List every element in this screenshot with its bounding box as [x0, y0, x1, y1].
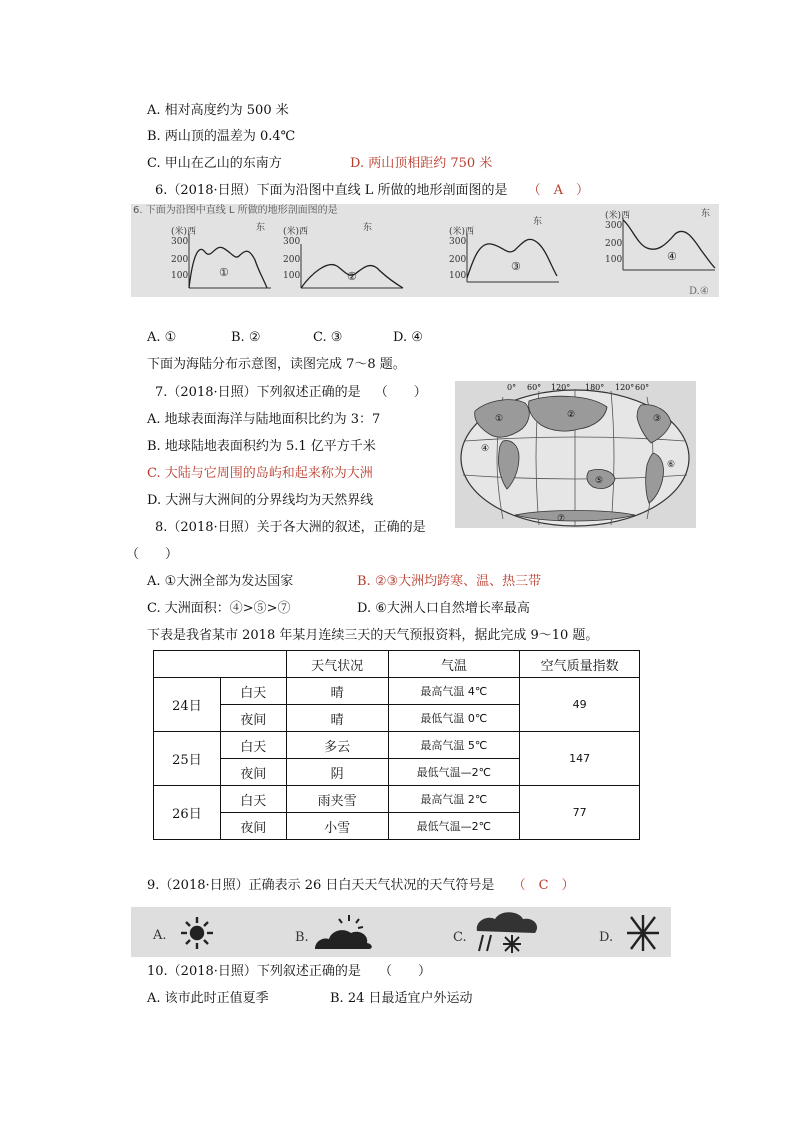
panel2-tick-200: 200 — [283, 255, 301, 265]
temp-cell: 最高气温 4℃ — [388, 678, 520, 705]
panel1-tick-200: 200 — [171, 255, 189, 265]
symbol-c — [453, 912, 537, 953]
profile-figure-svg — [131, 204, 719, 297]
header-aqi: 空气质量指数 — [520, 651, 640, 678]
symbol-d-label: D. — [599, 930, 614, 945]
weather-symbols-figure — [131, 907, 671, 957]
panel3-tick-200: 200 — [449, 255, 467, 265]
aqi-cell: 147 — [520, 732, 640, 786]
map-lon-60: 60° — [527, 383, 542, 392]
header-temperature: 气温 — [388, 651, 520, 678]
temp-cell: 最低气温—2℃ — [388, 759, 520, 786]
symbol-d — [599, 915, 659, 951]
panel4-tick-300: 300 — [605, 221, 623, 231]
temp-cell: 最高气温 5℃ — [388, 732, 520, 759]
figure-header-text: 6. 下面为沿图中直线 L 所做的地形剖面图的是 — [133, 205, 338, 216]
map-label-7: ⑦ — [557, 514, 566, 524]
q6-answer: （ A ） — [527, 183, 590, 198]
q6-stem — [155, 182, 589, 200]
q10-option-b: B. 24 日最适宜户外运动 — [330, 991, 473, 1006]
q7-stem-text: 7.（2018·日照）下列叙述正确的是 — [155, 385, 361, 400]
q5-option-c: C. 甲山在乙山的东南方 — [147, 156, 282, 171]
profile-panel-1 — [171, 221, 271, 288]
q5-option-d: D. 两山顶相距约 750 米 — [350, 156, 493, 171]
symbol-a-label: A. — [153, 928, 167, 943]
panel1-east: 东 — [256, 223, 266, 233]
profile-panel-2 — [283, 221, 403, 288]
q6-option-b: B. ② — [231, 330, 261, 345]
q10-paren: （ ） — [379, 964, 432, 979]
aqi-cell: 77 — [520, 786, 640, 840]
header-empty-cell — [154, 651, 287, 678]
panel3-tick-300: 300 — [449, 237, 467, 247]
panel1-tick-300: 300 — [171, 237, 189, 247]
panel1-tick-100: 100 — [171, 271, 189, 281]
intro-9-10: 下表是我省某市 2018 年某月连续三天的天气预报资料，据此完成 9～10 题。 — [147, 628, 599, 643]
world-map-svg — [455, 381, 696, 528]
map-lon-60w: 60° — [635, 383, 650, 392]
map-lon-180: 180° — [585, 383, 605, 392]
temp-cell: 最低气温—2℃ — [388, 813, 520, 840]
period-cell: 夜间 — [220, 759, 286, 786]
map-label-2: ② — [567, 410, 576, 420]
q6-option-c: C. ③ — [313, 330, 343, 345]
q6-profile-figure — [131, 204, 719, 297]
q7-option-a: A. 地球表面海洋与陆地面积比约为 3：7 — [147, 412, 381, 427]
panel2-tick-300: 300 — [283, 237, 301, 247]
panel4-east: 东 — [701, 209, 711, 219]
date-cell: 24日 — [154, 678, 221, 732]
q9-stem — [147, 877, 575, 895]
q8-stem: 8.（2018·日照）关于各大洲的叙述，正确的是 — [155, 520, 426, 535]
map-lon-120w: 120° — [615, 383, 635, 392]
weather-cell: 阴 — [286, 759, 388, 786]
map-lon-0: 0° — [507, 383, 517, 392]
world-map-figure — [455, 381, 696, 528]
q5-option-a: A. 相对高度约为 500 米 — [147, 103, 289, 118]
panel3-east: 东 — [533, 217, 543, 227]
q6-option-d: D. ④ — [393, 330, 423, 345]
q7-option-d: D. 大洲与大洲间的分界线均为天然界线 — [147, 493, 374, 508]
intro-7-8: 下面为海陆分布示意图，读图完成 7～8 题。 — [147, 357, 406, 372]
period-cell: 夜间 — [220, 813, 286, 840]
table-row — [154, 786, 640, 813]
panel4-tick-200: 200 — [605, 239, 623, 249]
q10-stem — [147, 963, 431, 981]
symbol-b-label: B. — [295, 930, 309, 945]
panel1-west: (米)西 — [171, 227, 197, 237]
panel3-label: ③ — [511, 260, 521, 273]
weather-forecast-table — [153, 650, 640, 840]
map-label-6: ⑥ — [667, 460, 676, 470]
panel4-west: (米)西 — [605, 211, 631, 221]
q7-option-c: C. 大陆与它周围的岛屿和起来称为大洲 — [147, 466, 373, 481]
q8-option-a: A. ①大洲全部为发达国家 — [147, 574, 294, 589]
symbol-c-label: C. — [453, 930, 467, 945]
panel4-tick-100: 100 — [605, 255, 623, 265]
table-header-row — [154, 651, 640, 678]
q9-stem-text: 9.（2018·日照）正确表示 26 日白天天气状况的天气符号是 — [147, 878, 495, 893]
date-cell: 25日 — [154, 732, 221, 786]
period-cell: 白天 — [220, 732, 286, 759]
aqi-cell: 49 — [520, 678, 640, 732]
map-label-5: ⑤ — [595, 476, 604, 486]
period-cell: 白天 — [220, 678, 286, 705]
period-cell: 夜间 — [220, 705, 286, 732]
partly-cloudy-icon — [315, 915, 372, 949]
q6-stem-text: 6.（2018·日照）下面为沿图中直线 L 所做的地形剖面图的是 — [155, 183, 508, 198]
map-label-1: ① — [495, 414, 504, 424]
table-row — [154, 678, 640, 705]
weather-cell: 多云 — [286, 732, 388, 759]
sunny-icon — [181, 917, 213, 949]
date-cell: 26日 — [154, 786, 221, 840]
weather-cell: 晴 — [286, 678, 388, 705]
panel3-tick-100: 100 — [449, 271, 467, 281]
table-row — [154, 732, 640, 759]
panel4-label: ④ — [667, 250, 677, 263]
q7-paren: （ ） — [374, 385, 427, 400]
profile-panel-3 — [449, 215, 559, 282]
panel1-label: ① — [219, 266, 229, 279]
period-cell: 白天 — [220, 786, 286, 813]
q8-option-b: B. ②③大洲均跨寒、温、热三带 — [357, 574, 542, 589]
panel2-east: 东 — [363, 223, 373, 233]
map-label-4: ④ — [481, 444, 490, 454]
map-label-3: ③ — [653, 414, 662, 424]
q10-stem-text: 10.（2018·日照）下列叙述正确的是 — [147, 964, 361, 979]
weather-cell: 晴 — [286, 705, 388, 732]
figure-corner-text: D.④ — [689, 286, 709, 297]
map-lon-120: 120° — [551, 383, 571, 392]
weather-symbols-svg — [131, 907, 671, 957]
panel3-west: (米)西 — [449, 227, 475, 237]
temp-cell: 最低气温 0℃ — [388, 705, 520, 732]
panel2-tick-100: 100 — [283, 271, 301, 281]
symbol-b — [295, 915, 372, 949]
panel2-west: (米)西 — [283, 227, 309, 237]
header-weather: 天气状况 — [286, 651, 388, 678]
q8-paren: （ ） — [126, 547, 179, 562]
symbol-a — [152, 917, 213, 949]
q8-option-c: C. 大洲面积：④>⑤>⑦ — [147, 601, 291, 616]
q7-stem — [155, 384, 427, 402]
profile-panel-4 — [605, 207, 715, 270]
q8-option-d: D. ⑥大洲人口自然增长率最高 — [357, 601, 530, 616]
temp-cell: 最高气温 2℃ — [388, 786, 520, 813]
q10-option-a: A. 该市此时正值夏季 — [147, 991, 269, 1006]
q6-option-a: A. ① — [147, 330, 177, 345]
q9-answer: （ C ） — [512, 878, 575, 893]
q7-option-b: B. 地球陆地表面积约为 5.1 亿平方千米 — [147, 439, 376, 454]
snowflake-icon — [627, 915, 659, 951]
panel2-label: ② — [347, 270, 357, 283]
q5-option-b: B. 两山顶的温差为 0.4℃ — [147, 129, 296, 144]
weather-cell: 雨夹雪 — [286, 786, 388, 813]
sleet-icon — [477, 912, 537, 953]
weather-cell: 小雪 — [286, 813, 388, 840]
